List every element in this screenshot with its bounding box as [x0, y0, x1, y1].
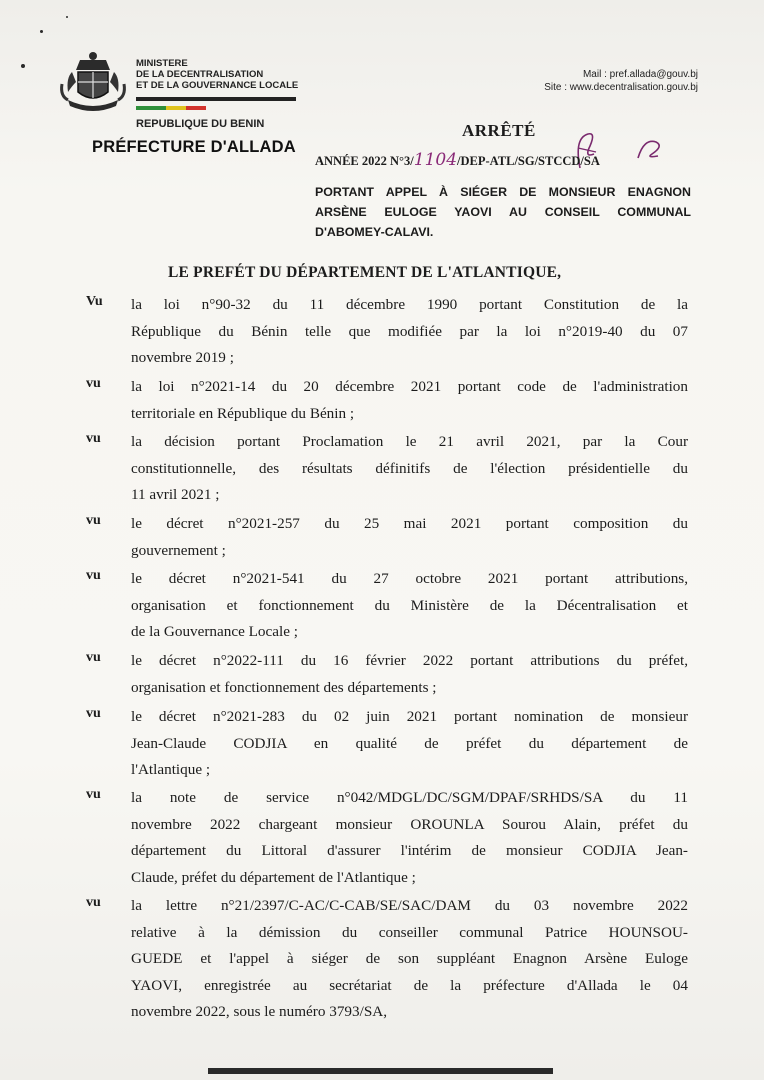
- clause-line: GUEDE et l'appel à siéger de son suppléant Enagnon Arsène Euloge: [131, 950, 688, 967]
- flag-red-segment: [186, 106, 206, 110]
- subject-line: D'ABOMEY-CALAVI.: [315, 225, 434, 239]
- clause-line: Jean-Claude CODJIA en qualité de préfet du département de: [131, 734, 688, 752]
- footer-bar: [208, 1068, 553, 1074]
- clause-line: le décret n°2022-111 du 16 février 2022 portant attributions du préfet,: [131, 652, 688, 669]
- clause-line: YAOVI, enregistrée au secrétariat de la préfecture d'Allada le 04: [131, 976, 688, 994]
- prefecture-title: PRÉFECTURE D'ALLADA: [92, 138, 296, 156]
- ministry-name: [136, 58, 298, 91]
- arrete-title: ARRÊTÉ: [462, 121, 536, 140]
- clause-text: [131, 429, 688, 509]
- vu-label: vu: [86, 376, 101, 391]
- flag-yellow-segment: [166, 106, 186, 110]
- clause-line: 11 avril 2021 ;: [131, 486, 220, 503]
- arrete-reference: [315, 150, 600, 170]
- clause-line: département du Littoral d'assurer l'intérim de monsieur CODJIA Jean-: [131, 842, 688, 859]
- clause-line: gouvernement ;: [131, 541, 226, 559]
- scan-speck: [21, 64, 25, 68]
- vu-label: vu: [86, 568, 101, 583]
- flag-green-segment: [136, 106, 166, 110]
- subject-line: PORTANT APPEL À SIÉGER DE MONSIEUR ENAGNON: [315, 185, 691, 199]
- clause-line: la décision portant Proclamation le 21 avril 2021, par la Cour: [131, 433, 688, 450]
- clause-line: le décret n°2021-283 du 02 juin 2021 portant nomination de monsieur: [131, 708, 688, 725]
- clause-line: Claude, préfet du département de l'Atlantique ;: [131, 868, 416, 886]
- ministry-line: ET DE LA GOUVERNANCE LOCALE: [136, 80, 299, 91]
- clause-line: organisation et fonctionnement des départements ;: [131, 678, 437, 696]
- vu-label: vu: [86, 787, 101, 802]
- clause-line: novembre 2019 ;: [131, 349, 234, 366]
- clause-line: la note de service n°042/MDGL/DC/SGM/DPAF/SRHDS/SA du 11: [131, 789, 688, 806]
- vu-label: vu: [86, 650, 101, 665]
- coat-of-arms-emblem: [58, 48, 128, 114]
- clause-line: la loi n°90-32 du 11 décembre 1990 portant Constitution de la: [131, 296, 688, 313]
- contact-mail: Mail : pref.allada@gouv.bj: [582, 69, 698, 80]
- clause-line: République du Bénin telle que modifiée par la loi n°2019-40 du 07: [131, 322, 688, 340]
- scan-speck: [66, 16, 68, 18]
- scan-speck: [40, 30, 43, 33]
- clause-line: le décret n°2021-257 du 25 mai 2021 portant composition du: [131, 515, 688, 532]
- republique-label: REPUBLIQUE DU BENIN: [136, 118, 265, 130]
- clause-text: [131, 648, 688, 701]
- clause-text: [131, 785, 688, 891]
- clause-line: relative à la démission du conseiller communal Patrice HOUNSOU-: [131, 923, 688, 941]
- clause-line: organisation et fonctionnement du Ministère de la Décentralisation et: [131, 596, 688, 614]
- contact-site: Site : www.decentralisation.gouv.bj: [544, 82, 698, 93]
- clause-line: constitutionnelle, des résultats définitifs de l'élection présidentielle du: [131, 459, 688, 477]
- handwritten-number: 1104: [413, 150, 458, 170]
- subject-line: ARSÈNE EULOGE YAOVI AU CONSEIL COMMUNAL: [315, 205, 691, 219]
- clause-line: la loi n°2021-14 du 20 décembre 2021 portant code de l'administration: [131, 378, 688, 395]
- clause-line: novembre 2022, sous le numéro 3793/SA,: [131, 1003, 388, 1020]
- vu-label: vu: [86, 706, 101, 721]
- clause-text: [131, 511, 688, 564]
- vu-label: Vu: [86, 294, 103, 309]
- reference-prefix: ANNÉE 2022 N°3/: [315, 154, 414, 168]
- clause-text: [131, 704, 688, 784]
- contact-block: [544, 68, 698, 94]
- clause-line: l'Atlantique ;: [131, 761, 211, 778]
- clause-line: novembre 2022 chargeant monsieur OROUNLA Sourou Alain, préfet du: [131, 815, 688, 833]
- prefet-heading: LE PREFÉT DU DÉPARTEMENT DE L'ATLANTIQUE,: [168, 264, 562, 281]
- clause-line: de la Gouvernance Locale ;: [131, 623, 298, 640]
- clause-line: territoriale en République du Bénin ;: [131, 404, 355, 422]
- ministry-line: MINISTERE: [136, 58, 188, 69]
- arrete-subject: [315, 182, 691, 242]
- clause-text: [131, 292, 688, 372]
- ministry-line: DE LA DECENTRALISATION: [136, 69, 264, 80]
- reference-suffix: /DEP-ATL/SG/STCCD/SA: [457, 154, 600, 168]
- vu-label: vu: [86, 895, 101, 910]
- clause-line: le décret n°2021-541 du 27 octobre 2021 portant attributions,: [131, 570, 688, 587]
- clause-text: [131, 893, 688, 1026]
- clause-text: [131, 374, 688, 427]
- clause-line: la lettre n°21/2397/C-AC/C-CAB/SE/SAC/DAM du 03 novembre 2022: [131, 897, 688, 914]
- clause-text: [131, 566, 688, 646]
- vu-label: vu: [86, 431, 101, 446]
- national-colors-bar: [136, 97, 296, 101]
- vu-label: vu: [86, 513, 101, 528]
